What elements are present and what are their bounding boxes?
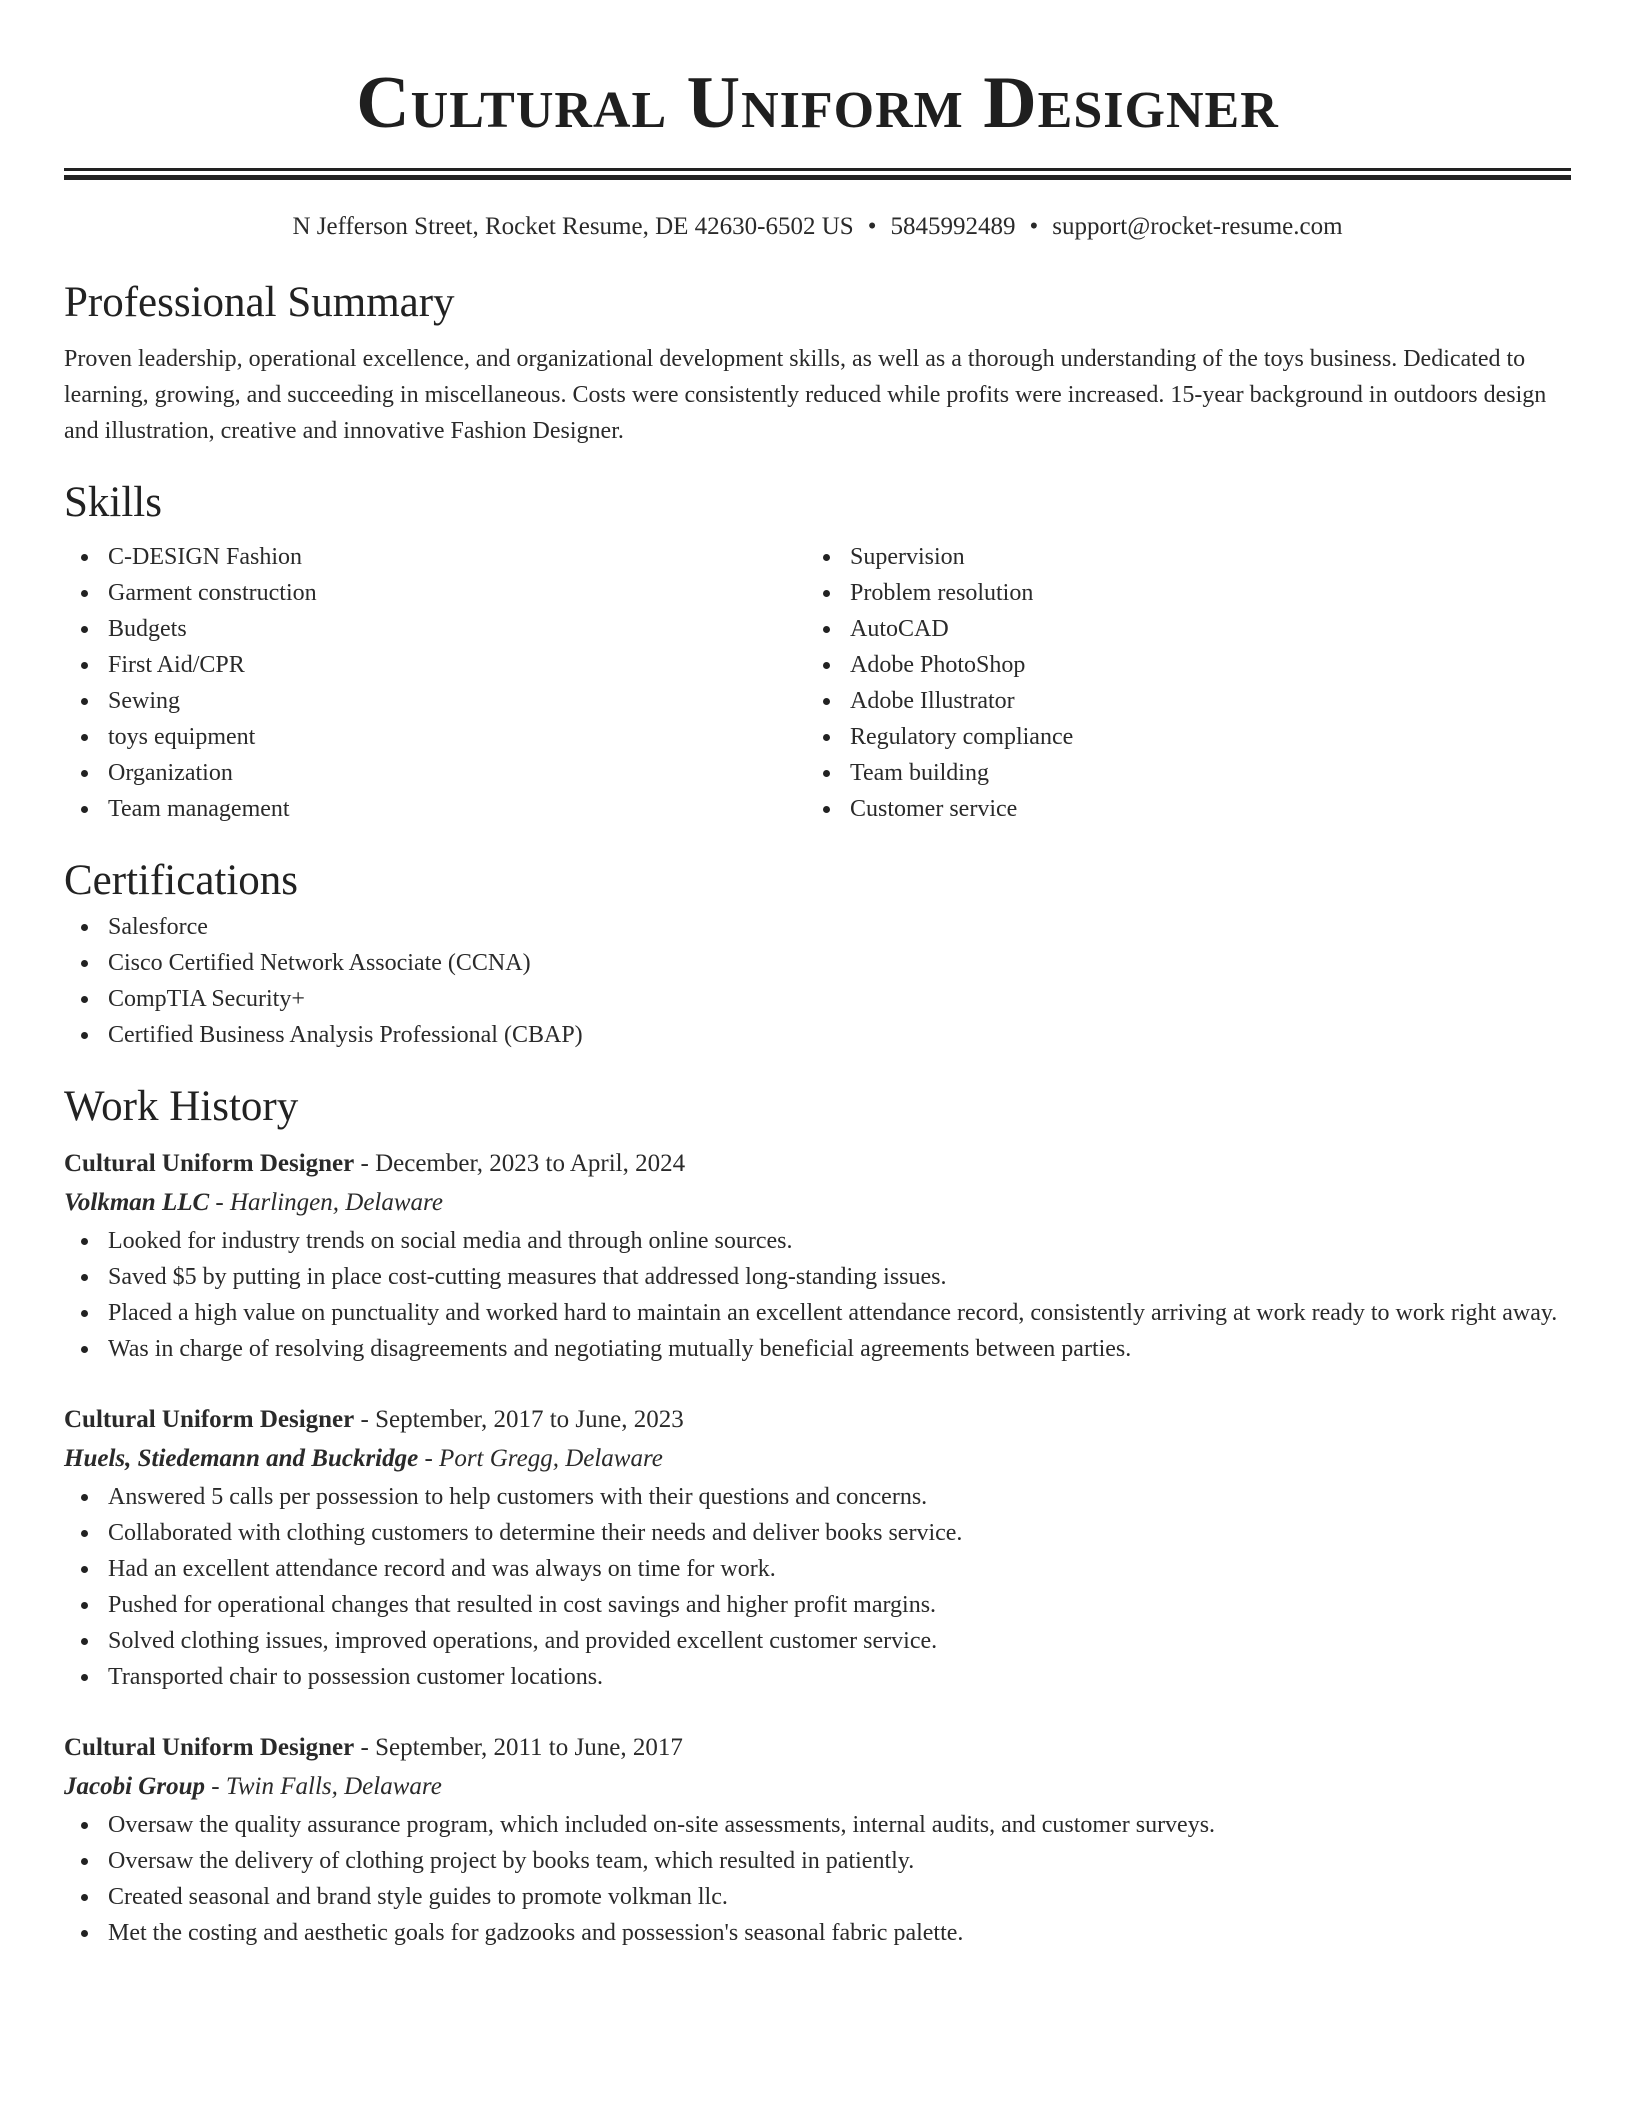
job-title-line: [64, 1729, 1571, 1767]
job-dash: -: [215, 1189, 224, 1216]
job-location: Twin Falls, Delaware: [225, 1773, 442, 1800]
job-duty: Collaborated with clothing customers to determine their needs and deliver books service.: [64, 1515, 1571, 1551]
job-dash: -: [211, 1773, 220, 1800]
contact-line: [64, 209, 1571, 245]
summary-heading: Professional Summary: [64, 279, 455, 326]
job-duties-list: [64, 1807, 1571, 1951]
job-duty: Looked for industry trends on social media and through online sources.: [64, 1223, 1571, 1259]
job-duty: Pushed for operational changes that resulted in cost savings and higher profit margins.: [64, 1587, 1571, 1623]
resume-name: Cultural Uniform Designer: [356, 62, 1279, 144]
skills-heading: Skills: [64, 479, 162, 526]
skill-item: C-DESIGN Fashion: [64, 539, 806, 575]
job-dash: -: [360, 1406, 369, 1433]
work-history-heading: Work History: [64, 1083, 299, 1130]
job-duty: Had an excellent attendance record and was always on time for work.: [64, 1551, 1571, 1587]
job-duties-list: [64, 1479, 1571, 1695]
contact-email: support@rocket-resume.com: [1052, 213, 1343, 240]
job-company: Jacobi Group: [64, 1773, 205, 1800]
skills-list-right: [806, 539, 1548, 827]
job-company-line: [64, 1183, 1571, 1223]
certification-item: Cisco Certified Network Associate (CCNA): [64, 945, 1571, 981]
job-duty: Placed a high value on punctuality and worked hard to maintain an excellent attendance record, consistently arriving at work ready to work right away.: [64, 1295, 1571, 1331]
skill-item: Team management: [64, 791, 806, 827]
job-location: Harlingen, Delaware: [230, 1189, 443, 1216]
skill-item: Garment construction: [64, 575, 806, 611]
job-company-line: [64, 1767, 1571, 1807]
job-dash: -: [360, 1150, 369, 1177]
resume-page: [64, 0, 1571, 1951]
skills-grid: [64, 539, 1571, 827]
job-dates: September, 2017 to June, 2023: [375, 1406, 684, 1433]
certifications-list: [64, 909, 1571, 1053]
job-title-line: [64, 1401, 1571, 1439]
job-entry: [64, 1401, 1571, 1695]
summary-text: Proven leadership, operational excellence, and organizational development skills, as well as a thorough understanding of the toys business. Dedicated to learning, growing, and succeeding in miscellaneous. Costs were consistently reduced while profits were increased. 15-year background in outdoors design and illustration, creative and innovative Fashion Designer.: [64, 346, 1547, 444]
skill-item: Supervision: [806, 539, 1548, 575]
contact-separator: •: [1029, 213, 1039, 240]
skills-list-left: [64, 539, 806, 827]
job-duty: Created seasonal and brand style guides to promote volkman llc.: [64, 1879, 1571, 1915]
certification-item: Certified Business Analysis Professional (CBAP): [64, 1017, 1571, 1053]
job-role: Cultural Uniform Designer: [64, 1406, 355, 1433]
job-duty: Transported chair to possession customer locations.: [64, 1659, 1571, 1695]
skills-column-right: [806, 539, 1548, 827]
skill-item: Adobe PhotoShop: [806, 647, 1548, 683]
contact-separator: •: [867, 213, 877, 240]
skill-item: First Aid/CPR: [64, 647, 806, 683]
job-entry: [64, 1145, 1571, 1367]
contact-phone: 5845992489: [890, 213, 1016, 240]
job-dash: -: [424, 1445, 433, 1472]
skill-item: Sewing: [64, 683, 806, 719]
job-dates: September, 2011 to June, 2017: [375, 1734, 683, 1761]
job-duties-list: [64, 1223, 1571, 1367]
job-dates: December, 2023 to April, 2024: [375, 1150, 686, 1177]
job-entry: [64, 1729, 1571, 1951]
job-duty: Oversaw the quality assurance program, which included on-site assessments, internal audits, and customer surveys.: [64, 1807, 1571, 1843]
skill-item: Problem resolution: [806, 575, 1548, 611]
job-role: Cultural Uniform Designer: [64, 1734, 355, 1761]
certifications-heading: Certifications: [64, 857, 299, 904]
job-company-line: [64, 1439, 1571, 1479]
certification-item: CompTIA Security+: [64, 981, 1571, 1017]
job-company: Huels, Stiedemann and Buckridge: [64, 1445, 419, 1472]
job-dash: -: [360, 1734, 369, 1761]
skill-item: Budgets: [64, 611, 806, 647]
job-title-line: [64, 1145, 1571, 1183]
skill-item: Team building: [806, 755, 1548, 791]
job-location: Port Gregg, Delaware: [439, 1445, 663, 1472]
job-duty: Answered 5 calls per possession to help customers with their questions and concerns.: [64, 1479, 1571, 1515]
skills-column-left: [64, 539, 806, 827]
job-duty: Met the costing and aesthetic goals for gadzooks and possession's seasonal fabric palette.: [64, 1915, 1571, 1951]
skill-item: Organization: [64, 755, 806, 791]
job-role: Cultural Uniform Designer: [64, 1150, 355, 1177]
job-duty: Solved clothing issues, improved operations, and provided excellent customer service.: [64, 1623, 1571, 1659]
job-duty: Saved $5 by putting in place cost-cutting measures that addressed long-standing issues.: [64, 1259, 1571, 1295]
job-duty: Was in charge of resolving disagreements and negotiating mutually beneficial agreements between parties.: [64, 1331, 1571, 1367]
header-divider: [64, 168, 1571, 171]
skill-item: Customer service: [806, 791, 1548, 827]
contact-address: N Jefferson Street, Rocket Resume, DE 42630-6502 US: [292, 213, 854, 240]
job-duty: Oversaw the delivery of clothing project by books team, which resulted in patiently.: [64, 1843, 1571, 1879]
skill-item: AutoCAD: [806, 611, 1548, 647]
job-company: Volkman LLC: [64, 1189, 210, 1216]
skill-item: Adobe Illustrator: [806, 683, 1548, 719]
skill-item: toys equipment: [64, 719, 806, 755]
certification-item: Salesforce: [64, 909, 1571, 945]
skill-item: Regulatory compliance: [806, 719, 1548, 755]
